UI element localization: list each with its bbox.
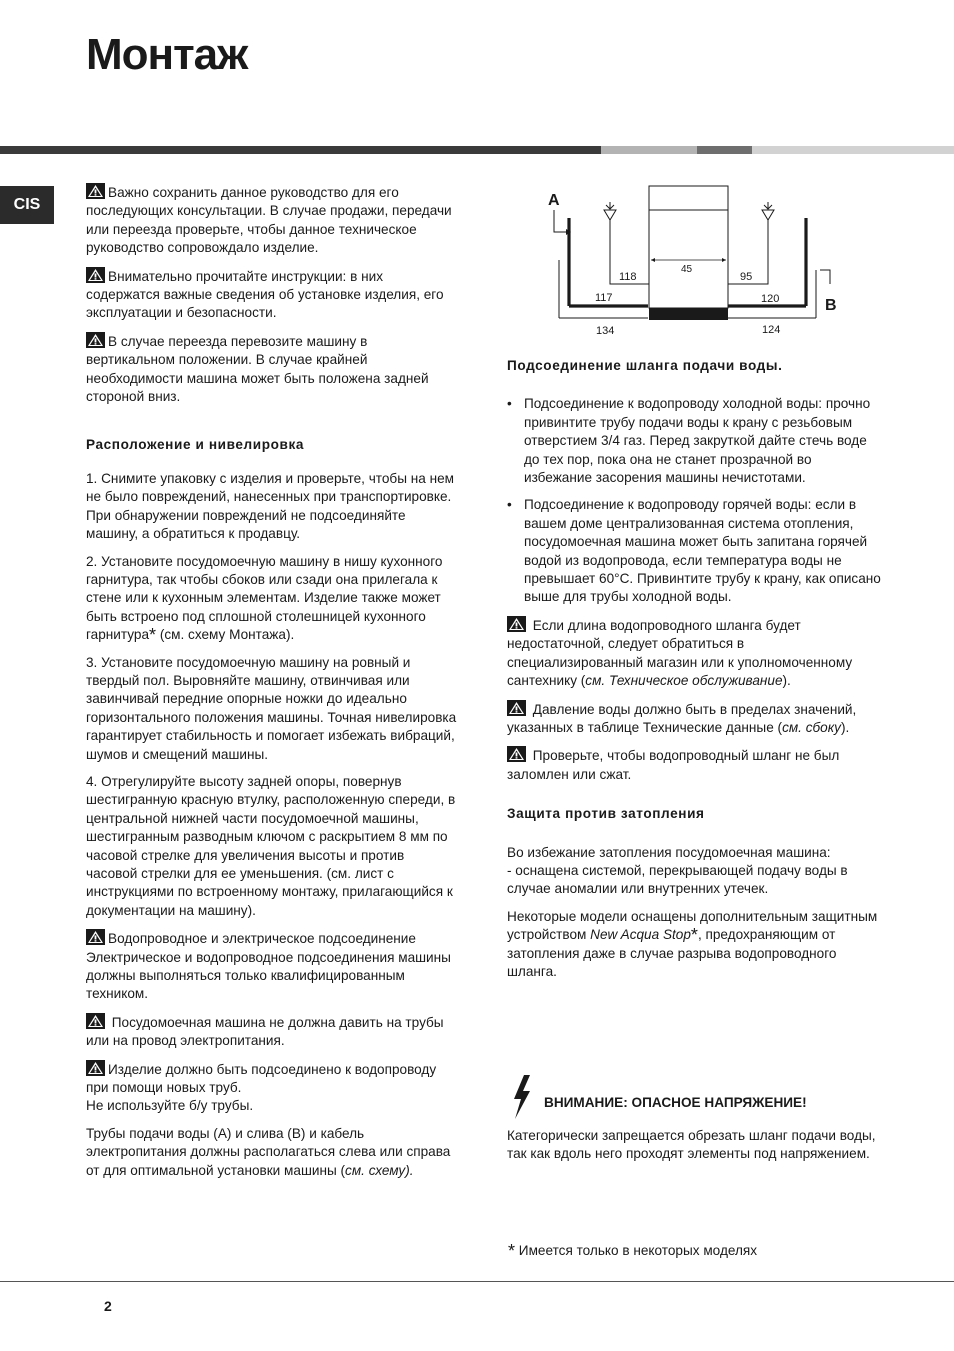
page-title: Монтаж bbox=[86, 30, 248, 79]
dim-120: 120 bbox=[761, 293, 780, 305]
dim-45: 45 bbox=[681, 264, 693, 275]
warning-pipes-cable: Посудомоечная машина не должна давить на трубы или на провод электропитания. bbox=[86, 1014, 444, 1049]
pipes-placement: Трубы подачи воды (A) и слива (B) и кабель электропитания должны располагаться слева или справа от для оптимальной установки машины (см. схему). bbox=[86, 1125, 451, 1178]
asterisk-mark: * bbox=[690, 925, 698, 946]
section-heading-positioning: Расположение и нивелировка bbox=[86, 437, 305, 453]
page-number: 2 bbox=[104, 1298, 112, 1314]
installation-diagram bbox=[540, 180, 840, 340]
warning-triangle-icon bbox=[507, 746, 526, 762]
warning-triangle-icon bbox=[86, 1060, 105, 1076]
label-b: B bbox=[825, 297, 837, 314]
danger-voltage-label: ВНИМАНИЕ: ОПАСНОЕ НАПРЯЖЕНИЕ! bbox=[544, 1095, 807, 1110]
step-1: 1. Снимите упаковку с изделия и проверьте, чтобы на нем не было повреждений, нанесенных при транспортировке. При обнаружении повреждений не подсоединяйте машину, а обратиться к продавцу. bbox=[86, 470, 455, 542]
warning-triangle-icon bbox=[86, 929, 105, 945]
footer-divider bbox=[0, 1281, 954, 1282]
warning-triangle-icon bbox=[86, 183, 105, 199]
right-column bbox=[507, 357, 883, 990]
acqua-stop-text: Некоторые модели оснащены дополнительным защитным устройством New Acqua Stop*, предохраняющим от затопления даже в случае разрыва водопроводного шланга. bbox=[507, 908, 878, 979]
asterisk-mark: * bbox=[508, 1241, 516, 1261]
warning-new-pipes: Изделие должно быть подсоединено к водопроводу при помощи новых труб. Не используйте б/у трубы. bbox=[86, 1061, 437, 1114]
section-heading-water-inlet: Подсоединение шланга подачи воды. bbox=[507, 358, 783, 373]
lightning-bolt-icon bbox=[510, 1075, 534, 1121]
header-bar-accent bbox=[697, 146, 752, 154]
warning-keep-manual: Важно сохранить данное руководство для его последующих консультации. В случае продажи, передачи или переезда проверьте, чтобы данное техническое руководство сопровождало изделие. bbox=[86, 185, 452, 256]
dim-118: 118 bbox=[619, 271, 637, 283]
header-bar-dark bbox=[0, 146, 601, 154]
list-item: • Подсоединение к водопроводу холодной воды: прочно привинтите трубу подачи воды к крану с резьбовым отверстием 3/4 газ. Перед закруткой дайте стечь воде до тех пор, пока она не станет прозрачной во избежание засорения машины нечистотами. bbox=[507, 396, 871, 486]
warning-connections: Водопроводное и электрическое подсоединение Электрическое и водопроводное подсоединения машины должны выполняться только квалифицированным техником. bbox=[86, 931, 451, 1002]
footnote: * Имеется только в некоторых моделях bbox=[508, 1241, 758, 1261]
warning-water-pressure: Давление воды должно быть в пределах значений, указанных в таблице Технические данные (см. сбоку). bbox=[507, 701, 857, 735]
danger-voltage-block bbox=[506, 1075, 886, 1121]
dim-134: 134 bbox=[596, 325, 615, 337]
dim-117: 117 bbox=[595, 292, 613, 304]
step-2: 2. Установите посудомоечную машину в нишу кухонного гарнитура, так чтобы сбоков или сзади она прилегала к стене или к кухонным элементам. Изделие также может быть встроено под сплошной столешницей кухонного гарнитура* (см. схему Монтажа). bbox=[86, 553, 443, 646]
label-a: A bbox=[548, 192, 560, 209]
header-bar-light bbox=[752, 146, 954, 154]
header-bar-mid bbox=[601, 146, 697, 154]
dim-95: 95 bbox=[740, 271, 753, 283]
dim-124: 124 bbox=[762, 324, 781, 336]
warning-triangle-icon bbox=[86, 332, 105, 348]
warning-hose-kinked: Проверьте, чтобы водопроводный шланг не был заломлен или сжат. bbox=[507, 748, 840, 782]
step-3: 3. Установите посудомоечную машину на ровный и твердый пол. Выровняйте машину, отвинчивая или завинчивай передние опорные ножки до идеально горизонтального положения машины. Точная нивелировка гарантирует стабильность и помогает избежать вибраций, шумов и смещений машины. bbox=[86, 654, 457, 762]
warning-triangle-icon bbox=[86, 267, 105, 283]
warning-hose-length: Если длина водопроводного шланга будет недостаточной, следует обратиться в специализированный магазин или к уполномоченному сантехнику (см. Техническое обслуживание). bbox=[507, 617, 853, 689]
connection-list bbox=[507, 395, 883, 606]
warning-triangle-icon bbox=[507, 616, 526, 632]
asterisk-mark: * bbox=[149, 625, 157, 646]
warning-transport: В случае переезда перевозите машину в вертикальном положении. В случае крайней необходимости машина может быть положена задней стороной вниз. bbox=[86, 333, 429, 405]
section-heading-flood-protection: Защита против затопления bbox=[507, 806, 705, 822]
flood-protection-text: Во избежание затопления посудомоечная машина: - оснащена системой, перекрывающей подачу воды в случае аномалии или внутренних утечек. bbox=[507, 844, 848, 897]
warning-read-instructions: Внимательно прочитайте инструкции: в них содержатся важные сведения об установке изделия, его эксплуатации и безопасности. bbox=[86, 268, 444, 321]
step-4: 4. Отрегулируйте высоту задней опоры, повернув шестигранную красную втулку, расположенную спереди, в центральной нижней части посудомоечной машины, шестигранным разводным ключом с раскрытием 8 мм по часовой стрелке для увеличения высоты и против часовой стрелки для ее уменьшения. (см. лист с инструкциями по встроенному монтажу, прилагающийся к документации на машину). bbox=[86, 773, 456, 918]
left-column bbox=[86, 183, 458, 1189]
danger-text: Категорически запрещается обрезать шланг подачи воды, так как вдоль него проходят элементы под напряжением. bbox=[507, 1128, 876, 1162]
warning-triangle-icon bbox=[507, 700, 526, 716]
list-item: • Подсоединение к водопроводу горячей воды: если в вашем доме централизованная система отопления, посудомоечная машина может быть запитана горячей водой из водопровода, если температура воды не превышает 60°C. Привинтите трубу к крану, как описано выше для трубы холодной воды. bbox=[507, 497, 881, 605]
language-tab: CIS bbox=[0, 186, 54, 224]
warning-triangle-icon bbox=[86, 1013, 105, 1029]
